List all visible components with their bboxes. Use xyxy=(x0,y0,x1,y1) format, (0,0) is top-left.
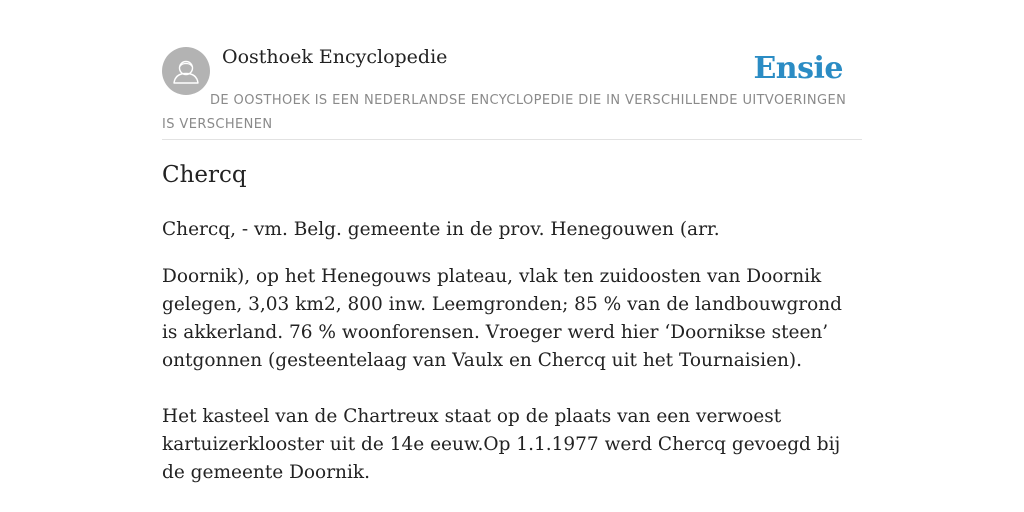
article-title: Chercq xyxy=(162,162,247,188)
user-icon xyxy=(162,47,210,95)
article-paragraph: Het kasteel van de Chartreux staat op de plaats van een verwoest kartuizerklooster uit de 14e eeuw.Op 1.1.1977 werd Chercq gevoegd bij de gemeente Doornik. xyxy=(162,406,841,483)
article-body xyxy=(162,263,862,512)
article-lead: Chercq, - vm. Belg. gemeente in de prov. Henegouwen (arr. xyxy=(162,219,720,240)
header-divider xyxy=(162,139,862,140)
site-tagline: DE OOSTHOEK IS EEN NEDERLANDSE ENCYCLOPEDIE DIE IN VERSCHILLENDE UITVOERINGEN IS VERSCHENEN xyxy=(162,93,847,132)
brand-logo[interactable]: Ensie xyxy=(753,51,843,86)
article-paragraph: Doornik), op het Henegouws plateau, vlak ten zuidoosten van Doornik gelegen, 3,03 km2, 800 inw. Leemgronden; 85 % van de landbouwgrond is akkerland. 76 % woonforensen. Vroeger werd hier ‘Doornikse steen’ ontgonnen (gesteentelaag van Vaulx en Chercq uit het Tournaisien). xyxy=(162,266,843,371)
site-name[interactable]: Oosthoek Encyclopedie xyxy=(222,46,448,68)
avatar[interactable] xyxy=(162,47,210,95)
